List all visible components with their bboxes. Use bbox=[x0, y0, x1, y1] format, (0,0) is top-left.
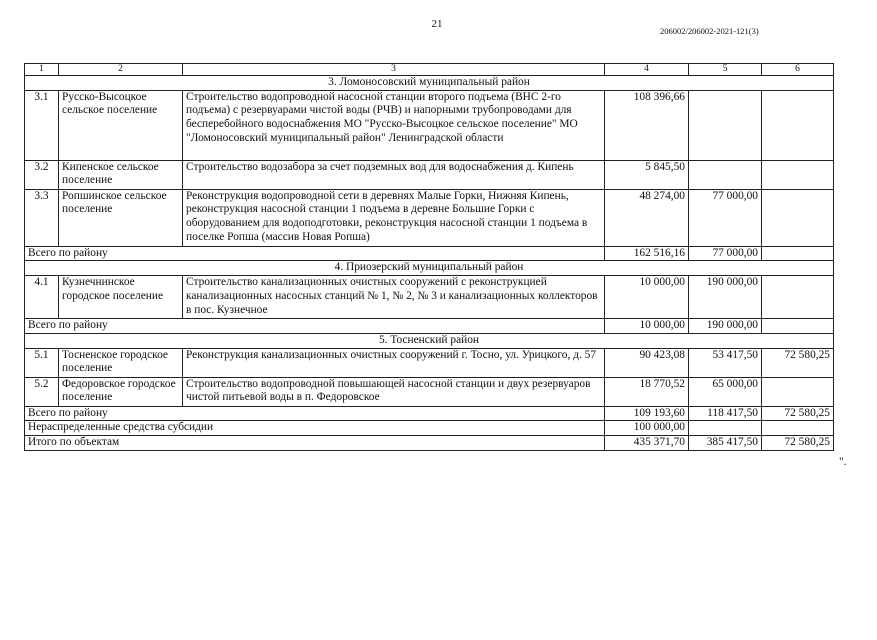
total-col4: 109 193,60 bbox=[605, 406, 689, 421]
unallocated-col6 bbox=[762, 421, 834, 436]
column-header: 3 bbox=[183, 64, 605, 76]
section-title: 4. Приозерский муниципальный район bbox=[25, 261, 834, 276]
row-number: 5.2 bbox=[25, 377, 59, 406]
amount-col4: 108 396,66 bbox=[605, 90, 689, 160]
subsidy-table bbox=[24, 63, 834, 451]
settlement-cell: Тосненское городское поселение bbox=[59, 348, 183, 377]
row-number: 4.1 bbox=[25, 276, 59, 319]
grand-total-label: Итого по объектам bbox=[25, 435, 605, 450]
amount-col4: 5 845,50 bbox=[605, 160, 689, 189]
section-title: 3. Ломоносовский муниципальный район bbox=[25, 76, 834, 91]
total-row bbox=[25, 246, 834, 261]
amount-col6 bbox=[762, 377, 834, 406]
total-label: Всего по району bbox=[25, 406, 605, 421]
section-title-row bbox=[25, 76, 834, 91]
page-number: 21 bbox=[431, 18, 443, 30]
total-label: Всего по району bbox=[25, 319, 605, 334]
amount-col4: 90 423,08 bbox=[605, 348, 689, 377]
total-col4: 162 516,16 bbox=[605, 246, 689, 261]
section-title-row bbox=[25, 333, 834, 348]
table-row bbox=[25, 160, 834, 189]
table-row bbox=[25, 276, 834, 319]
total-col6 bbox=[762, 246, 834, 261]
grand-total-col6: 72 580,25 bbox=[762, 435, 834, 450]
column-header: 2 bbox=[59, 64, 183, 76]
object-cell: Строительство водопроводной насосной станции второго подъема (ВНС 2-го подъема) с резервуарами чистой воды (РЧВ) и напорными трубопроводами для бесперебойного водоснабжения МО "Русско-Высоцкое сельское поселение" МО "Ломоносовский муниципальный район" Ленинградской области bbox=[183, 90, 605, 160]
settlement-cell: Федоровское городское поселение bbox=[59, 377, 183, 406]
table-row bbox=[25, 90, 834, 160]
object-cell: Строительство водозабора за счет подземных вод для водоснабжения д. Кипень bbox=[183, 160, 605, 189]
total-label: Всего по району bbox=[25, 246, 605, 261]
total-row bbox=[25, 406, 834, 421]
column-header: 4 bbox=[605, 64, 689, 76]
amount-col5 bbox=[689, 90, 762, 160]
object-cell: Строительство водопроводной повышающей насосной станции и двух резервуаров чистой питьевой воды в п. Федоровское bbox=[183, 377, 605, 406]
section-title: 5. Тосненский район bbox=[25, 333, 834, 348]
column-header: 6 bbox=[762, 64, 834, 76]
amount-col6 bbox=[762, 160, 834, 189]
table-row bbox=[25, 377, 834, 406]
amount-col5: 190 000,00 bbox=[689, 276, 762, 319]
amount-col5: 53 417,50 bbox=[689, 348, 762, 377]
settlement-cell: Кузнечнинское городское поселение bbox=[59, 276, 183, 319]
total-col6: 72 580,25 bbox=[762, 406, 834, 421]
row-number: 5.1 bbox=[25, 348, 59, 377]
settlement-cell: Русско-Высоцкое сельское поселение bbox=[59, 90, 183, 160]
table-row bbox=[25, 348, 834, 377]
unallocated-label: Нераспределенные средства субсидии bbox=[25, 421, 605, 436]
row-number: 3.1 bbox=[25, 90, 59, 160]
amount-col5: 65 000,00 bbox=[689, 377, 762, 406]
grand-total-col5: 385 417,50 bbox=[689, 435, 762, 450]
unallocated-col5 bbox=[689, 421, 762, 436]
total-col4: 10 000,00 bbox=[605, 319, 689, 334]
object-cell: Реконструкция канализационных очистных сооружений г. Тосно, ул. Урицкого, д. 57 bbox=[183, 348, 605, 377]
grand-total-col4: 435 371,70 bbox=[605, 435, 689, 450]
total-col6 bbox=[762, 319, 834, 334]
total-col5: 190 000,00 bbox=[689, 319, 762, 334]
table-header-row bbox=[25, 64, 834, 76]
grand-total-row bbox=[25, 435, 834, 450]
table-row bbox=[25, 189, 834, 246]
object-cell: Реконструкция водопроводной сети в деревнях Малые Горки, Нижняя Кипень, реконструкция насосной станции 1 подъема в деревне Большие Горки с оборудованием для водоподготовки, реконструкция насосной станции 1 подъема в поселке Ропша (массив Новая Ропша) bbox=[183, 189, 605, 246]
row-number: 3.3 bbox=[25, 189, 59, 246]
amount-col5 bbox=[689, 160, 762, 189]
amount-col5: 77 000,00 bbox=[689, 189, 762, 246]
total-col5: 77 000,00 bbox=[689, 246, 762, 261]
settlement-cell: Кипенское сельское поселение bbox=[59, 160, 183, 189]
row-number: 3.2 bbox=[25, 160, 59, 189]
amount-col6 bbox=[762, 276, 834, 319]
total-row bbox=[25, 319, 834, 334]
unallocated-col4: 100 000,00 bbox=[605, 421, 689, 436]
closing-quote-mark: ". bbox=[839, 456, 847, 468]
amount-col4: 18 770,52 bbox=[605, 377, 689, 406]
amount-col4: 48 274,00 bbox=[605, 189, 689, 246]
column-header: 5 bbox=[689, 64, 762, 76]
amount-col6: 72 580,25 bbox=[762, 348, 834, 377]
settlement-cell: Ропшинское сельское поселение bbox=[59, 189, 183, 246]
column-header: 1 bbox=[25, 64, 59, 76]
unallocated-row bbox=[25, 421, 834, 436]
amount-col4: 10 000,00 bbox=[605, 276, 689, 319]
amount-col6 bbox=[762, 90, 834, 160]
amount-col6 bbox=[762, 189, 834, 246]
object-cell: Строительство канализационных очистных сооружений с реконструкцией канализационных насосных станций № 1, № 2, № 3 и канализационных коллекторов в пос. Кузнечное bbox=[183, 276, 605, 319]
section-title-row bbox=[25, 261, 834, 276]
document-number: 206002/206002-2021-121(3) bbox=[660, 26, 759, 36]
total-col5: 118 417,50 bbox=[689, 406, 762, 421]
